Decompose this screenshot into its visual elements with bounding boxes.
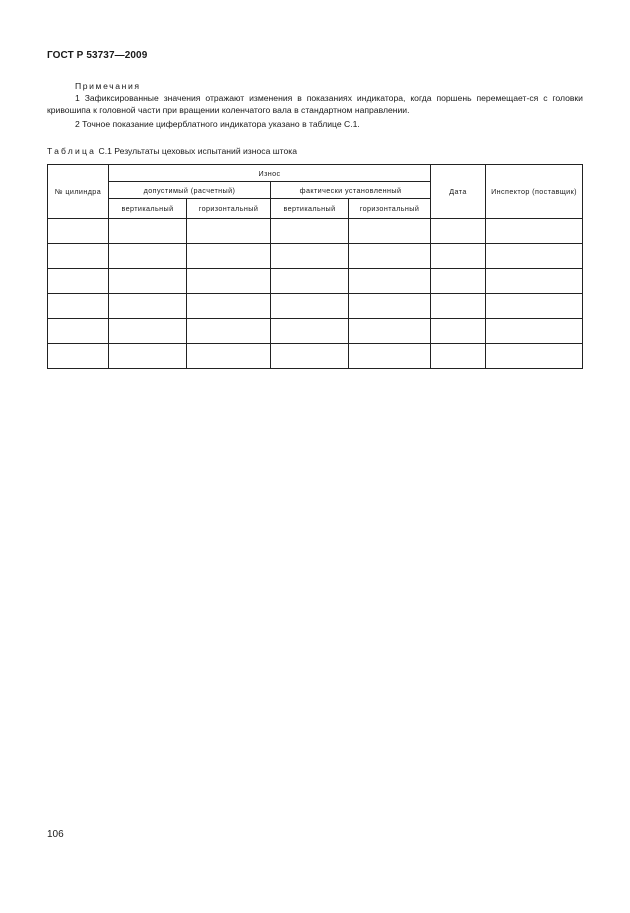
- table-cell: [349, 344, 431, 369]
- table-cell: [187, 219, 271, 244]
- table-row: [48, 269, 583, 294]
- table-cell: [349, 219, 431, 244]
- table-cell: [431, 294, 486, 319]
- table-cell: [187, 269, 271, 294]
- table-cell: [271, 344, 349, 369]
- table-cell: [349, 269, 431, 294]
- table-cell: [109, 219, 187, 244]
- header-actual-horizontal: горизонтальный: [349, 199, 431, 219]
- table-row: [48, 244, 583, 269]
- table-cell: [271, 294, 349, 319]
- table-cell: [187, 344, 271, 369]
- table-cell: [48, 244, 109, 269]
- table-cell: [349, 244, 431, 269]
- table-cell: [48, 294, 109, 319]
- table-cell: [486, 294, 583, 319]
- note-item: 1 Зафиксированные значения отражают изменения в показаниях индикатора, когда поршень перемещает-ся с головки кривошипа к головной части при вращении коленчатого вала в стандартном направлении.: [47, 93, 583, 116]
- wear-results-table: [47, 164, 583, 369]
- header-allowed-vertical: вертикальный: [109, 199, 187, 219]
- table-cell: [486, 269, 583, 294]
- table-cell: [187, 319, 271, 344]
- table-cell: [349, 319, 431, 344]
- header-cylinder: № цилиндра: [48, 165, 109, 219]
- table-cell: [48, 269, 109, 294]
- table-cell: [486, 219, 583, 244]
- table-cell: [48, 219, 109, 244]
- table-cell: [349, 294, 431, 319]
- table-row: [48, 319, 583, 344]
- header-allowed-horizontal: горизонтальный: [187, 199, 271, 219]
- document-standard-title: ГОСТ Р 53737—2009: [47, 50, 148, 61]
- table-cell: [431, 219, 486, 244]
- header-allowed: допустимый (расчетный): [109, 182, 271, 199]
- header-actual-vertical: вертикальный: [271, 199, 349, 219]
- table-cell: [109, 319, 187, 344]
- table-cell: [109, 344, 187, 369]
- table-cell: [431, 344, 486, 369]
- page-number: 106: [47, 829, 64, 840]
- table-cell: [431, 319, 486, 344]
- table-cell: [109, 269, 187, 294]
- table-cell: [431, 244, 486, 269]
- table-cell: [271, 319, 349, 344]
- table-cell: [48, 344, 109, 369]
- table-cell: [486, 244, 583, 269]
- table-caption-label: Таблица: [47, 146, 97, 156]
- table-caption: [47, 146, 297, 156]
- table-row: [48, 219, 583, 244]
- table-cell: [271, 244, 349, 269]
- notes-block: [47, 80, 583, 130]
- table-cell: [109, 294, 187, 319]
- table-caption-text: С.1 Результаты цеховых испытаний износа штока: [98, 146, 297, 156]
- note-item: 2 Точное показание циферблатного индикатора указано в таблице С.1.: [75, 118, 360, 129]
- table-cell: [271, 219, 349, 244]
- table-cell: [271, 269, 349, 294]
- header-inspector: Инспектор (поставщик): [486, 165, 583, 219]
- table-row: [48, 294, 583, 319]
- table-cell: [431, 269, 486, 294]
- table-cell: [187, 294, 271, 319]
- table-cell: [109, 244, 187, 269]
- table-cell: [486, 319, 583, 344]
- table-row: [48, 344, 583, 369]
- table-cell: [48, 319, 109, 344]
- header-actual: фактически установленный: [271, 182, 431, 199]
- notes-heading: Примечания: [75, 81, 141, 91]
- header-wear: Износ: [109, 165, 431, 182]
- table-cell: [486, 344, 583, 369]
- header-date: Дата: [431, 165, 486, 219]
- table-cell: [187, 244, 271, 269]
